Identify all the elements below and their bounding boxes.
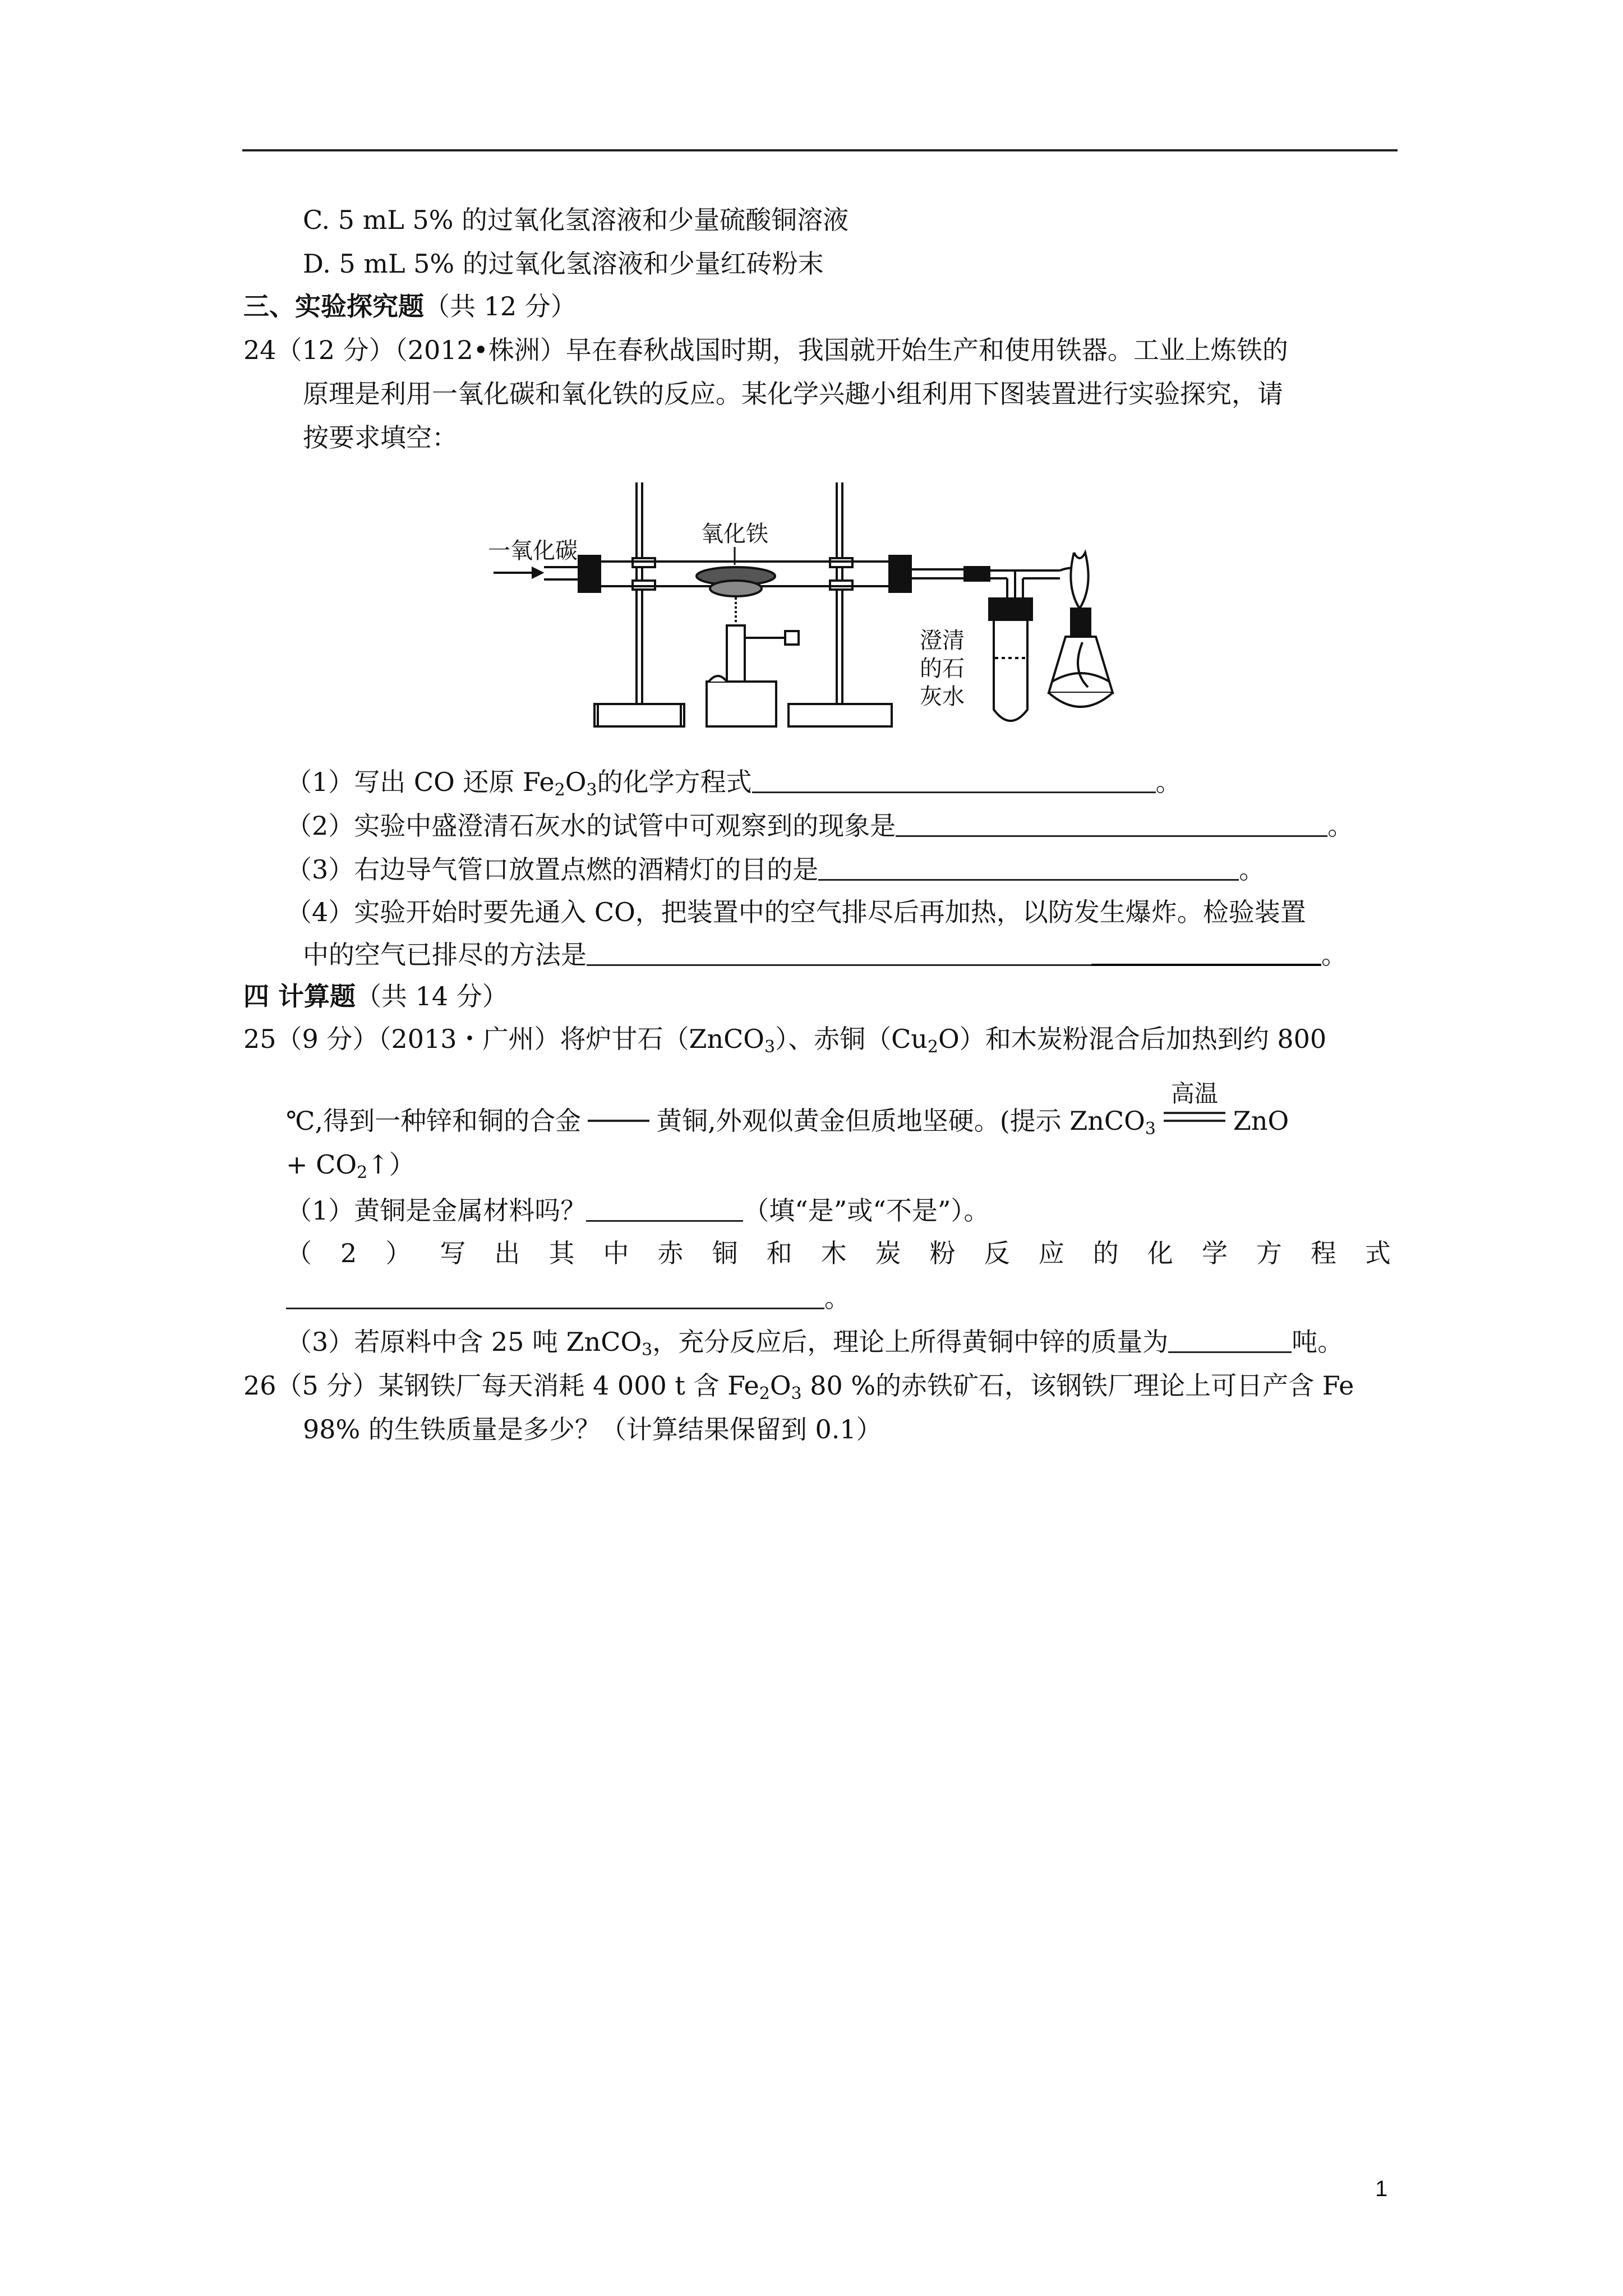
q25-part2-answer: 。	[286, 1281, 850, 1315]
q25-part2-char: 反	[984, 1238, 1010, 1268]
answer-blank-24-4b[interactable]	[1091, 941, 1321, 966]
option-c: C. 5 mL 5% 的过氧化氢溶液和少量硫酸铜溶液	[303, 205, 849, 235]
q25-part2-char: 学	[1201, 1238, 1228, 1268]
answer-blank-24-1[interactable]	[752, 769, 1156, 793]
q24-stem-line2: 原理是利用一氧化碳和氧化铁的反应。某化学兴趣小组利用下图装置进行实验探究，请	[303, 379, 1283, 409]
q26-line1: 26（5 分）某钢铁厂每天消耗 4 000 t 含 $Fe_2O_3$ 80 %的赤铁矿石，该钢铁厂理论上可日产含 Fe	[243, 1370, 1354, 1404]
q26-line2: 98% 的生铁质量是多少？（计算结果保留到 0.1）	[303, 1414, 882, 1444]
page-number: 1	[1375, 2177, 1388, 2201]
apparatus-diagram	[471, 480, 1172, 738]
answer-blank-24-2[interactable]	[896, 813, 1327, 837]
header-rule	[242, 149, 1398, 151]
section4-score: （共 14 分）	[356, 981, 508, 1011]
q25-part2-char: 写	[440, 1238, 466, 1268]
q25-line2: ℃,得到一种锌和铜的合金 黄铜,外观似黄金但质地坚硬。(提示 ZnCO$_3$ 高温 ZnO	[286, 1080, 1289, 1139]
answer-blank-24-4a[interactable]	[587, 942, 1091, 966]
q25-part2-char: 化	[1147, 1238, 1173, 1268]
section4-title: 四 计算题	[243, 981, 356, 1011]
label-limewater-3: 灰水	[920, 684, 965, 710]
q24-part1: （1）写出 CO 还原 $Fe_2O_3$的化学方程式 。	[286, 767, 1182, 800]
q25-part2-char: 中	[603, 1238, 629, 1268]
answer-blank-24-3[interactable]	[818, 857, 1239, 881]
q24-part4-line1: （4）实验开始时要先通入 CO，把装置中的空气排尽后再加热，以防发生爆炸。检验装置	[286, 897, 1306, 927]
section3-score: （共 12 分）	[424, 291, 577, 321]
section3-heading	[243, 289, 577, 323]
label-fe2o3: 氧化铁	[701, 521, 768, 547]
label-co: 一氧化碳	[488, 538, 578, 564]
q25-part2-char: （	[286, 1238, 312, 1268]
q25-part2-char: 式	[1364, 1238, 1391, 1268]
q24-part3: （3）右边导气管口放置点燃的酒精灯的目的是 。	[286, 854, 1265, 885]
answer-blank-25-1[interactable]	[586, 1198, 743, 1222]
q25-part2-char: 炭	[875, 1238, 901, 1268]
answer-blank-25-2[interactable]	[286, 1285, 824, 1309]
q24-stem-line3: 按要求填空：	[303, 422, 458, 453]
q25-part2-char: 铜	[712, 1238, 738, 1268]
section4-heading	[243, 979, 508, 1013]
q25-part2-char: 木	[820, 1238, 847, 1268]
q25-part2-char: 赤	[657, 1238, 684, 1268]
q24-part2: （2）实验中盛澄清石灰水的试管中可观察到的现象是 。	[286, 811, 1354, 841]
q25-part2	[286, 1236, 1391, 1270]
q25-part2-char: 的	[1092, 1238, 1119, 1268]
q25-part2-char: 其	[548, 1238, 575, 1268]
q25-part3: （3）若原料中含 25 吨 ZnCO$_3$，充分反应后，理论上所得黄铜中锌的质量为 吨。	[286, 1327, 1344, 1360]
em-dash	[588, 1120, 649, 1122]
q24-stem-line1: 24（12 分）（2012•株洲）早在春秋战国时期，我国就开始生产和使用铁器。工业上炼铁的	[243, 335, 1288, 365]
answer-blank-25-3[interactable]	[1168, 1329, 1292, 1353]
q25-part2-char: ）	[385, 1238, 412, 1268]
q25-part2-char: 粉	[929, 1238, 956, 1268]
reaction-condition: 高温	[1164, 1099, 1225, 1133]
q25-part2-char: 2	[340, 1238, 357, 1268]
q25-part2-char: 方	[1256, 1238, 1282, 1268]
q25-line1: 25（9 分）（2013・广州）将炉甘石（ZnCO$_3$）、赤铜$(Cu_2O)$和木炭粉混合后加热到约 800	[243, 1024, 1327, 1057]
q25-part1: （1）黄铜是金属材料吗？ （填“是”或“不是”）。	[286, 1195, 990, 1226]
q25-part2-char: 和	[766, 1238, 792, 1268]
label-limewater-2: 的石	[920, 656, 965, 682]
q25-line3: + $CO_2↑$）	[286, 1149, 415, 1182]
section3-title: 三、实验探究题	[243, 291, 424, 321]
q24-part4-line2: 中的空气已排尽的方法是 。	[303, 940, 1347, 970]
q25-part2-char: 应	[1038, 1238, 1064, 1268]
label-limewater-1: 澄清	[920, 628, 965, 654]
q25-part2-char: 程	[1310, 1238, 1336, 1268]
q25-part2-char: 出	[494, 1238, 520, 1268]
option-d: D. 5 mL 5% 的过氧化氢溶液和少量红砖粉末	[303, 249, 824, 279]
